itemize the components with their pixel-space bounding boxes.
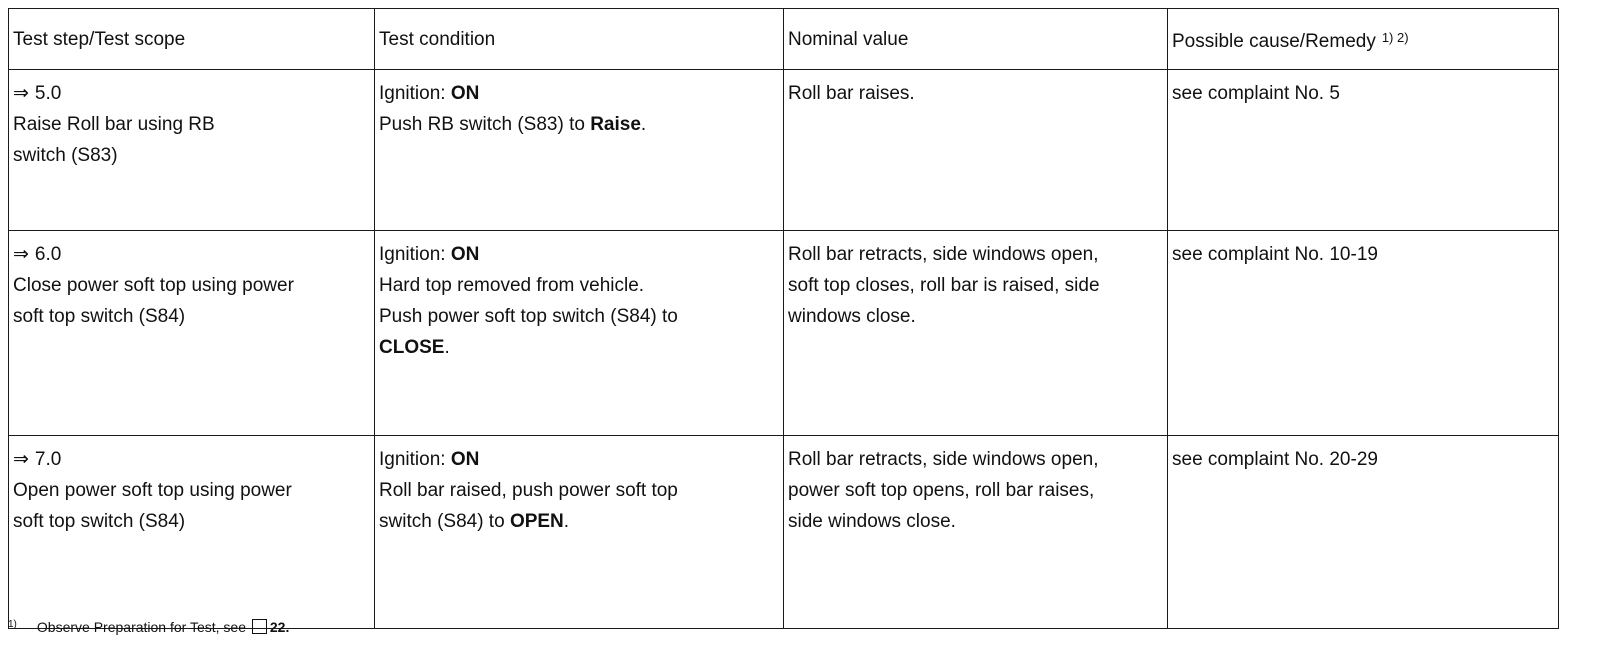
test-step-cell xyxy=(9,436,375,629)
header-remedy-footnote-refs: 1) 2) xyxy=(1381,29,1409,45)
remedy-reference: see complaint No. 5 xyxy=(1172,83,1340,104)
nominal-line: windows close. xyxy=(788,306,916,327)
header-test-step: Test step/Test scope xyxy=(9,9,375,70)
step-description-line: Close power soft top using power xyxy=(13,275,294,296)
condition-line: Ignition: ON xyxy=(379,244,480,265)
arrow-icon: ⇒ xyxy=(13,83,29,104)
remedy-cell xyxy=(1168,231,1559,436)
step-description-line: Open power soft top using power xyxy=(13,480,292,501)
condition-line: Push RB switch (S83) to Raise. xyxy=(379,114,647,135)
nominal-line: soft top closes, roll bar is raised, side xyxy=(788,275,1100,296)
remedy-reference: see complaint No. 10-19 xyxy=(1172,244,1378,265)
remedy-cell xyxy=(1168,436,1559,629)
footnote-mark: 1) xyxy=(8,619,17,630)
condition-line: Hard top removed from vehicle. xyxy=(379,275,645,296)
test-condition-cell xyxy=(375,70,784,231)
nominal-line: Roll bar raises. xyxy=(788,83,915,104)
header-test-condition: Test condition xyxy=(375,9,784,70)
condition-line: switch (S84) to OPEN. xyxy=(379,511,570,532)
arrow-icon: ⇒ xyxy=(13,449,29,470)
step-description-line: soft top switch (S84) xyxy=(13,511,186,532)
step-number-line xyxy=(13,444,370,475)
test-condition-cell xyxy=(375,436,784,629)
test-step-cell xyxy=(9,231,375,436)
test-step-cell xyxy=(9,70,375,231)
step-number-line xyxy=(13,239,370,270)
nominal-line: side windows close. xyxy=(788,511,956,532)
footnote xyxy=(8,619,289,635)
header-nominal-value: Nominal value xyxy=(784,9,1168,70)
test-condition-cell xyxy=(375,231,784,436)
remedy-reference: see complaint No. 20-29 xyxy=(1172,449,1378,470)
header-remedy: Possible cause/Remedy $^{1) 2)}$ xyxy=(1168,9,1559,70)
footnote-page-ref: 22. xyxy=(269,619,290,635)
footnote-text: Observe Preparation for Test, see xyxy=(36,619,246,635)
nominal-value-cell xyxy=(784,70,1168,231)
step-number-line xyxy=(13,78,370,109)
condition-line: Push power soft top switch (S84) to xyxy=(379,306,678,327)
nominal-line: Roll bar retracts, side windows open, xyxy=(788,244,1099,265)
table-row xyxy=(9,231,1559,436)
condition-line: Roll bar raised, push power soft top xyxy=(379,480,678,501)
arrow-icon: ⇒ xyxy=(13,244,29,265)
step-number: 6.0 xyxy=(34,244,62,265)
condition-line: CLOSE. xyxy=(379,337,450,358)
step-description-line: switch (S83) xyxy=(13,145,118,166)
test-procedure-table xyxy=(8,8,1559,629)
condition-line: Ignition: ON xyxy=(379,83,480,104)
nominal-line: power soft top opens, roll bar raises, xyxy=(788,480,1095,501)
step-number: 7.0 xyxy=(34,449,62,470)
nominal-value-cell xyxy=(784,436,1168,629)
table-row xyxy=(9,70,1559,231)
nominal-value-cell xyxy=(784,231,1168,436)
table-header-row xyxy=(9,9,1559,70)
document-page xyxy=(8,8,1558,629)
nominal-line: Roll bar retracts, side windows open, xyxy=(788,449,1099,470)
reference-box-icon xyxy=(252,619,267,634)
condition-line: Ignition: ON xyxy=(379,449,480,470)
step-number: 5.0 xyxy=(34,83,62,104)
remedy-cell xyxy=(1168,70,1559,231)
step-description-line: Raise Roll bar using RB xyxy=(13,114,215,135)
step-description-line: soft top switch (S84) xyxy=(13,306,186,327)
table-row xyxy=(9,436,1559,629)
